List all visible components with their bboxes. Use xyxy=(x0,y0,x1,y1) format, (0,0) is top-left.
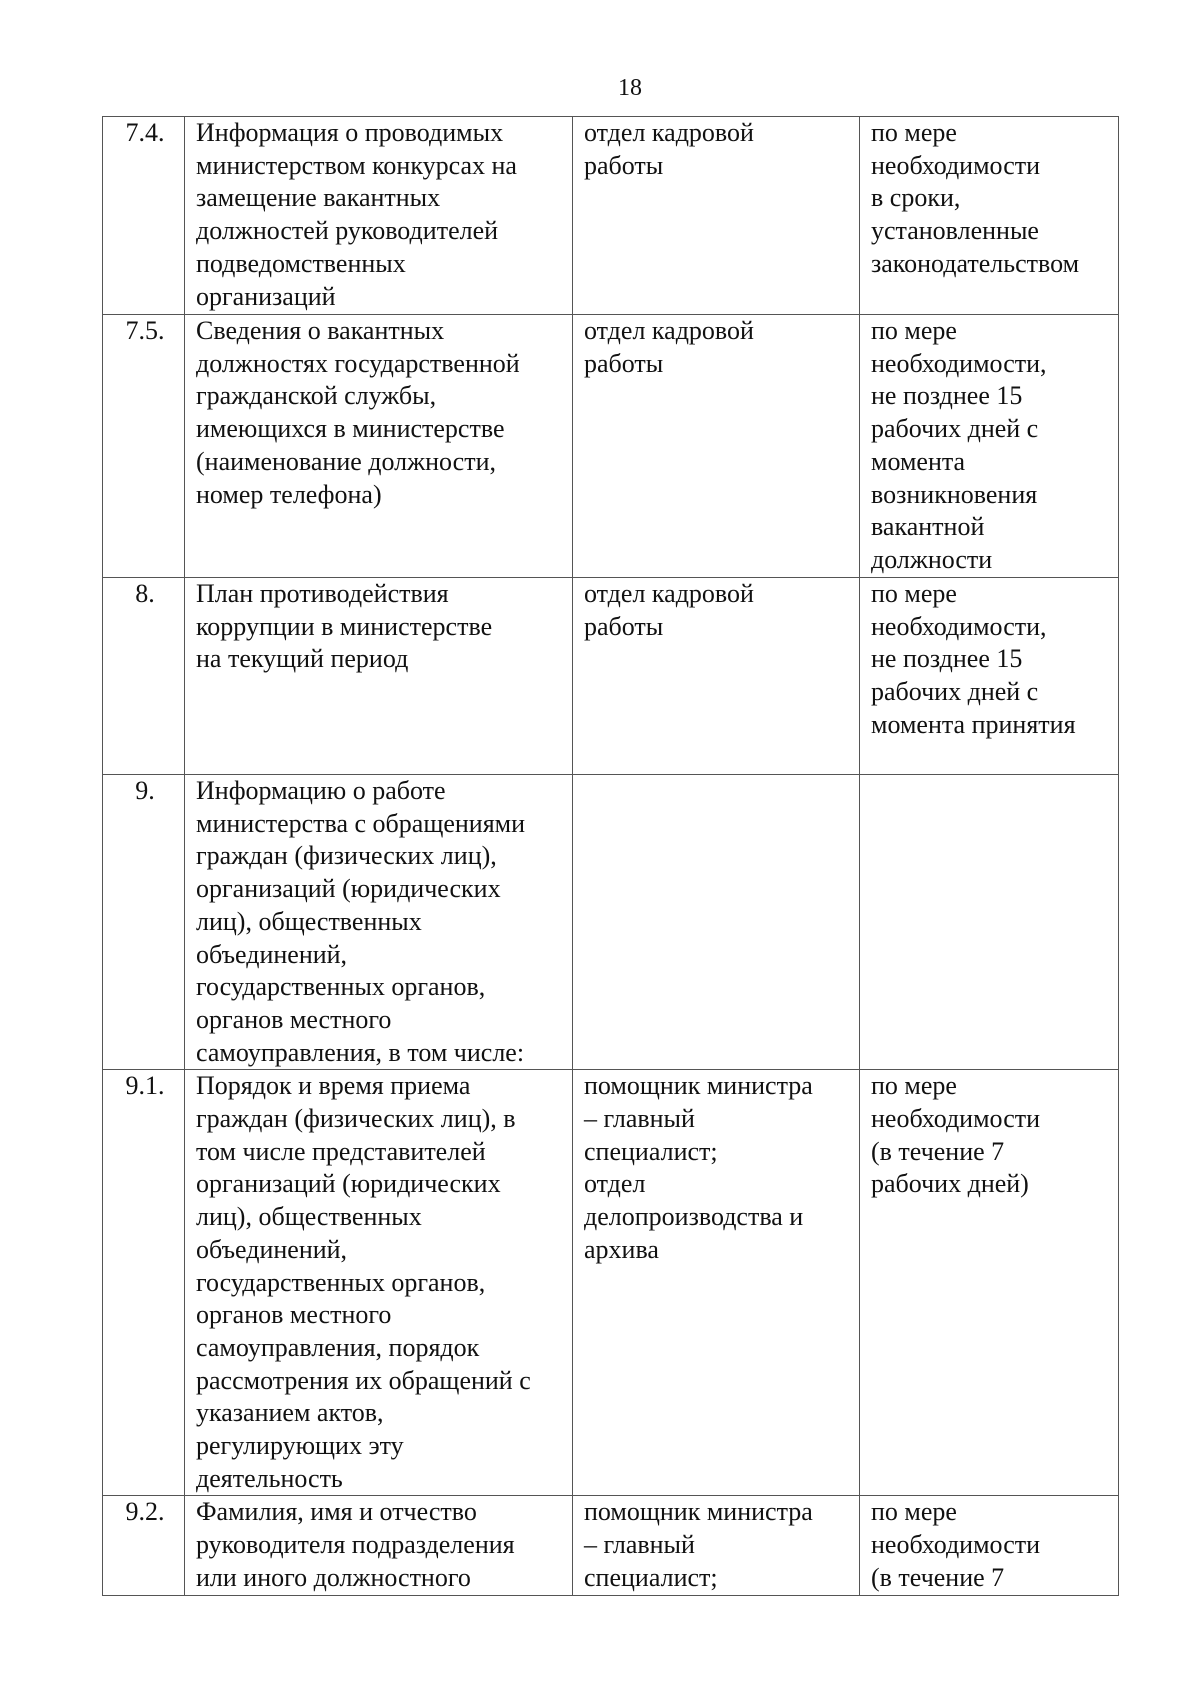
row-number: 9. xyxy=(103,775,185,1070)
deadline-cell: по мере необходимости (в течение 7 рабочих дней) xyxy=(860,1070,1119,1496)
info-cell: План противодействия коррупции в министерстве на текущий период xyxy=(185,578,573,775)
row-number: 9.2. xyxy=(103,1496,185,1595)
info-cell: Фамилия, имя и отчество руководителя подразделения или иного должностного xyxy=(185,1496,573,1595)
info-table xyxy=(102,116,1119,1596)
responsible-cell: отдел кадровой работы xyxy=(573,117,860,315)
deadline-cell: по мере необходимости (в течение 7 xyxy=(860,1496,1119,1595)
table-row xyxy=(103,1496,1119,1595)
deadline-cell xyxy=(860,775,1119,1070)
responsible-cell xyxy=(573,775,860,1070)
responsible-cell: помощник министра – главный специалист; xyxy=(573,1496,860,1595)
deadline-cell: по мере необходимости, не позднее 15 рабочих дней с момента возникновения вакантной должности xyxy=(860,315,1119,578)
row-number: 8. xyxy=(103,578,185,775)
table-row xyxy=(103,315,1119,578)
deadline-cell: по мере необходимости, не позднее 15 рабочих дней с момента принятия xyxy=(860,578,1119,775)
info-cell: Порядок и время приема граждан (физических лиц), в том числе представителей организаций (юридических лиц), общественных объединений, государственных органов, органов местного самоуправления, порядок рассмотрения их обращений с указанием актов, регулирующих эту деятельность xyxy=(185,1070,573,1496)
responsible-cell: помощник министра – главный специалист; отдел делопроизводства и архива xyxy=(573,1070,860,1496)
responsible-cell: отдел кадровой работы xyxy=(573,578,860,775)
info-cell: Информация о проводимых министерством конкурсах на замещение вакантных должностей руководителей подведомственных организаций xyxy=(185,117,573,315)
info-cell: Информацию о работе министерства с обращениями граждан (физических лиц), организаций (юридических лиц), общественных объединений, государственных органов, органов местного самоуправления, в том числе: xyxy=(185,775,573,1070)
row-number: 7.4. xyxy=(103,117,185,315)
row-number: 7.5. xyxy=(103,315,185,578)
responsible-cell: отдел кадровой работы xyxy=(573,315,860,578)
table-row xyxy=(103,117,1119,315)
row-number: 9.1. xyxy=(103,1070,185,1496)
table-row xyxy=(103,1070,1119,1496)
table-row xyxy=(103,775,1119,1070)
page-number: 18 xyxy=(618,75,642,101)
table-row xyxy=(103,578,1119,775)
info-cell: Сведения о вакантных должностях государственной гражданской службы, имеющихся в министерстве (наименование должности, номер телефона) xyxy=(185,315,573,578)
deadline-cell: по мере необходимости в сроки, установленные законодательством xyxy=(860,117,1119,315)
